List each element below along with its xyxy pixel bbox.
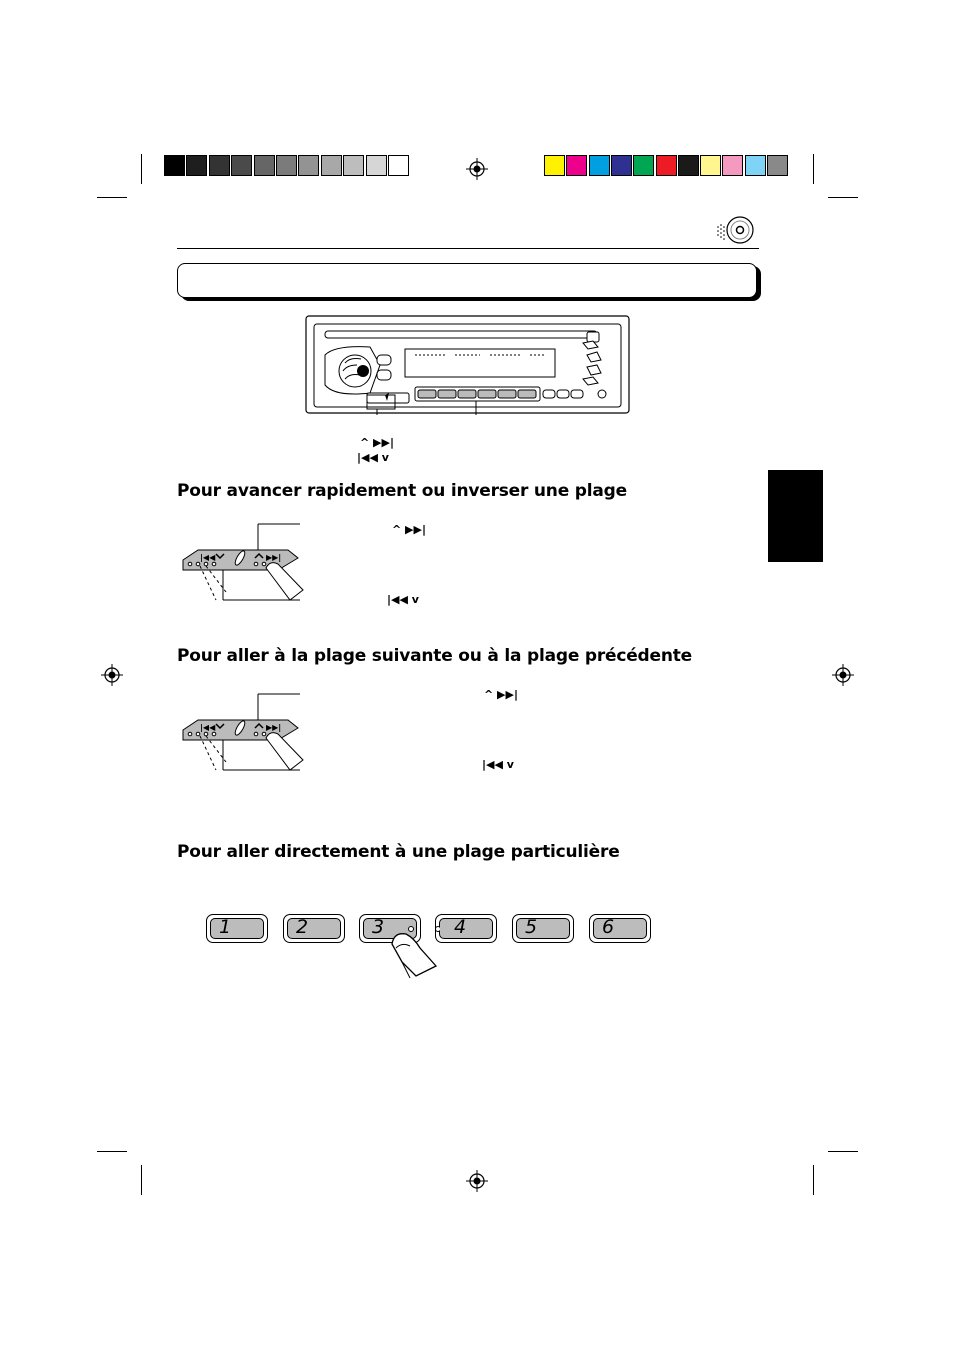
header-rule (177, 248, 759, 249)
svg-text:▶▶|: ▶▶| (266, 553, 282, 562)
gray-swatch (388, 155, 409, 176)
next-track-label: ^ ▶▶| (392, 523, 426, 536)
gray-swatch (186, 155, 207, 176)
svg-text:▶▶|: ▶▶| (266, 723, 282, 732)
preset-number: 5 (525, 916, 538, 938)
color-swatch (678, 155, 699, 176)
gray-swatch (366, 155, 387, 176)
track-buttons-hand-illustration (178, 520, 308, 610)
gray-swatch (298, 155, 319, 176)
preset-button-5 (512, 914, 574, 943)
language-side-tab (768, 470, 823, 562)
svg-text:|◀◀: |◀◀ (200, 553, 216, 562)
registration-mark-icon (466, 1170, 488, 1192)
color-swatch (656, 155, 677, 176)
gray-swatch (209, 155, 230, 176)
gray-swatch (276, 155, 297, 176)
color-swatch (745, 155, 766, 176)
preset-button-4 (435, 914, 497, 943)
crop-mark (97, 197, 127, 198)
gray-swatch (164, 155, 185, 176)
crop-mark (813, 154, 814, 184)
gray-swatch (343, 155, 364, 176)
crop-mark (141, 154, 142, 184)
title-banner (177, 263, 757, 298)
section-heading-next-prev: Pour aller à la plage suivante ou à la plage précédente (177, 646, 693, 666)
preset-button-2 (283, 914, 345, 943)
color-swatch (544, 155, 565, 176)
preset-number: 3 (372, 916, 385, 938)
crop-mark (813, 1165, 814, 1195)
svg-text:|◀◀: |◀◀ (200, 723, 216, 732)
prev-track-label: |◀◀ v (482, 758, 514, 771)
crop-mark (828, 197, 858, 198)
color-swatch (566, 155, 587, 176)
color-swatch (722, 155, 743, 176)
registration-mark-icon (466, 158, 488, 180)
cd-disc-icon (715, 215, 755, 245)
gray-swatch (231, 155, 252, 176)
track-buttons-hand-illustration (178, 690, 308, 780)
preset-button-6 (589, 914, 651, 943)
crop-mark (97, 1151, 127, 1152)
section-heading-direct: Pour aller directement à une plage particulière (177, 842, 620, 862)
car-stereo-panel-diagram (305, 315, 631, 415)
crop-mark (828, 1151, 858, 1152)
next-track-label: ^ ▶▶| (360, 436, 394, 449)
registration-mark-icon (101, 664, 123, 686)
preset-button-1 (206, 914, 268, 943)
section-heading-fast-forward: Pour avancer rapidement ou inverser une plage (177, 481, 627, 501)
finger-press-icon (380, 922, 440, 980)
preset-number: 1 (219, 916, 232, 938)
color-swatch (611, 155, 632, 176)
preset-number: 4 (454, 916, 467, 938)
color-swatch (767, 155, 788, 176)
color-swatch (589, 155, 610, 176)
gray-swatch (254, 155, 275, 176)
color-swatch (633, 155, 654, 176)
preset-number: 6 (602, 916, 615, 938)
color-swatch (700, 155, 721, 176)
crop-mark (141, 1165, 142, 1195)
prev-track-label: |◀◀ v (357, 451, 389, 464)
preset-number: 2 (296, 916, 309, 938)
next-track-label: ^ ▶▶| (484, 688, 518, 701)
gray-swatch (321, 155, 342, 176)
prev-track-label: |◀◀ v (387, 593, 419, 606)
registration-mark-icon (832, 664, 854, 686)
